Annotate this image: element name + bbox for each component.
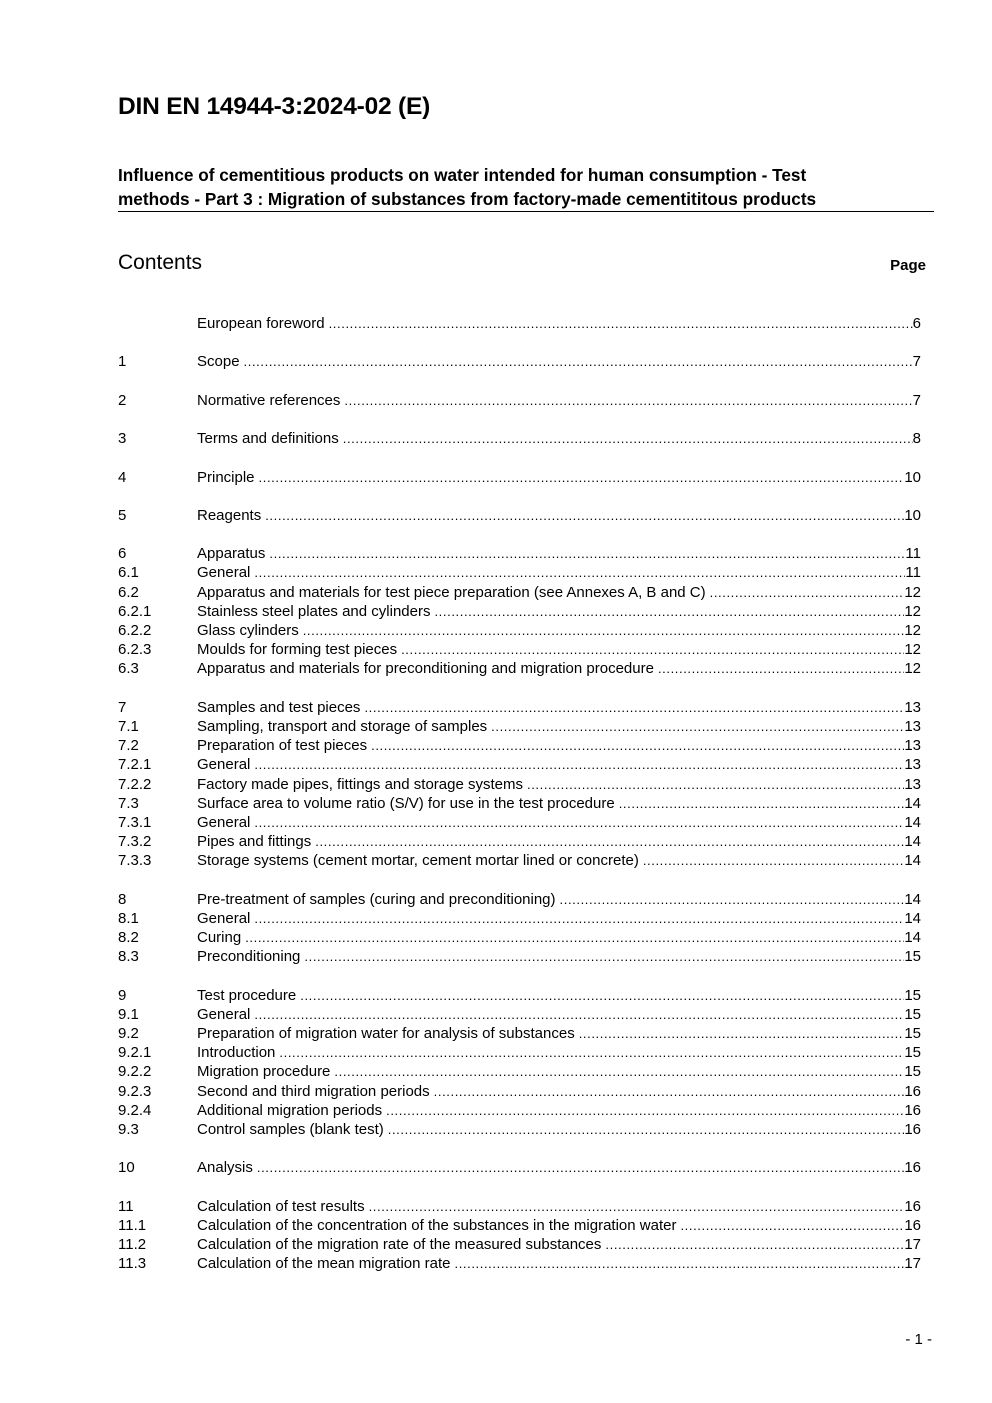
toc-entry[interactable] xyxy=(118,851,921,870)
toc-entry[interactable] xyxy=(118,909,921,928)
toc-dot-leader xyxy=(300,986,904,1005)
toc-entry-page: 12 xyxy=(904,660,921,678)
toc-dot-leader xyxy=(257,1158,904,1177)
toc-entry-title: Calculation of the migration rate of the measured substances xyxy=(197,1236,602,1253)
toc-entry[interactable] xyxy=(118,1254,921,1273)
toc-entry-page: 15 xyxy=(904,1024,921,1042)
toc-entry[interactable] xyxy=(118,314,921,333)
toc-entry[interactable] xyxy=(118,1158,921,1177)
toc-entry[interactable] xyxy=(118,563,921,582)
toc-entry-title: Factory made pipes, fittings and storage systems xyxy=(197,775,523,793)
toc-entry-page: 16 xyxy=(904,1216,921,1234)
toc-entry[interactable] xyxy=(118,928,921,947)
toc-entry-title: Surface area to volume ratio (S/V) for use in the test procedure xyxy=(197,794,615,812)
toc-entry-page: 15 xyxy=(904,986,921,1004)
toc-dot-leader xyxy=(454,1254,904,1273)
toc-entry-page: 16 xyxy=(904,1120,921,1138)
toc-dot-leader xyxy=(259,468,905,487)
toc-entry-page: 16 xyxy=(904,1197,921,1215)
toc-entry-number: 6.2.3 xyxy=(118,641,152,659)
toc-entry-title: Sampling, transport and storage of samples xyxy=(197,717,488,735)
toc-entry-title: Normative references xyxy=(197,391,341,409)
toc-entry-page: 13 xyxy=(904,737,921,755)
toc-entry-title: Storage systems (cement mortar, cement mortar lined or concrete) xyxy=(197,852,639,870)
toc-dot-leader xyxy=(619,794,905,813)
toc-entry[interactable] xyxy=(118,602,921,621)
toc-entry-title: Pre-treatment of samples (curing and preconditioning) xyxy=(197,890,556,908)
toc-entry-page: 14 xyxy=(904,909,921,927)
toc-dot-leader xyxy=(269,544,905,563)
toc-dot-leader xyxy=(680,1216,904,1235)
toc-entry[interactable] xyxy=(118,352,921,371)
toc-entry[interactable] xyxy=(118,698,921,717)
toc-entry-page: 10 xyxy=(904,468,921,486)
toc-entry-page: 8 xyxy=(912,430,921,448)
toc-entry[interactable] xyxy=(118,1024,921,1043)
toc-entry-page: 14 xyxy=(904,833,921,851)
toc-dot-leader xyxy=(527,775,904,794)
toc-entry-title: Second and third migration periods xyxy=(197,1082,430,1100)
toc-entry-number: 9.2.1 xyxy=(118,1044,152,1062)
toc-entry-title: Moulds for forming test pieces xyxy=(197,641,398,659)
toc-entry-title: Control samples (blank test) xyxy=(197,1120,384,1138)
toc-entry[interactable] xyxy=(118,890,921,909)
toc-entry[interactable] xyxy=(118,755,921,774)
toc-entry-title: Curing xyxy=(197,929,242,946)
toc-dot-leader xyxy=(304,947,904,966)
toc-entry-number: 7.3 xyxy=(118,794,139,812)
toc-entry[interactable] xyxy=(118,1062,921,1081)
toc-entry-number: 4 xyxy=(118,468,127,486)
toc-entry-title: Preconditioning xyxy=(197,948,301,966)
toc-entry-title: Additional migration periods xyxy=(197,1101,383,1119)
toc-entry-number: 7.3.1 xyxy=(118,813,152,831)
toc-entry-number: 7.1 xyxy=(118,717,139,735)
toc-entry-number: 6.2 xyxy=(118,583,139,601)
toc-dot-leader xyxy=(265,506,904,525)
toc-entry-page: 11 xyxy=(905,545,921,563)
toc-entry[interactable] xyxy=(118,468,921,487)
toc-entry-number: 8.2 xyxy=(118,929,139,946)
toc-entry-page: 15 xyxy=(904,948,921,966)
toc-entry-title: Apparatus and materials for test piece preparation (see Annexes A, B and C) xyxy=(197,583,706,601)
toc-entry-number: 10 xyxy=(118,1159,135,1177)
toc-dot-leader xyxy=(658,659,904,678)
toc-entry-number: 11.3 xyxy=(118,1255,147,1273)
document-subtitle xyxy=(118,163,934,212)
toc-entry-title: Calculation of the mean migration rate xyxy=(197,1255,451,1273)
toc-entry-number: 6.2.2 xyxy=(118,622,152,639)
toc-entry[interactable] xyxy=(118,1235,921,1254)
toc-entry-page: 16 xyxy=(904,1159,921,1177)
toc-dot-leader xyxy=(315,832,904,851)
toc-entry-title: Apparatus xyxy=(197,545,266,563)
toc-entry-number: 9.2.4 xyxy=(118,1101,152,1119)
toc-entry-number: 3 xyxy=(118,430,127,448)
toc-entry-number: 5 xyxy=(118,506,127,524)
toc-dot-leader xyxy=(329,314,913,333)
toc-dot-leader xyxy=(579,1024,905,1043)
toc-entry-page: 15 xyxy=(904,1063,921,1081)
toc-dot-leader xyxy=(254,909,904,928)
toc-entry-number: 8.1 xyxy=(118,909,139,927)
subtitle-line-1: Influence of cementitious products on water intended for human consumption - Test xyxy=(118,165,807,185)
toc-dot-leader xyxy=(710,583,905,602)
toc-dot-leader xyxy=(364,698,904,717)
toc-entry-page: 14 xyxy=(904,794,921,812)
toc-entry[interactable] xyxy=(118,832,921,851)
toc-dot-leader xyxy=(401,640,904,659)
toc-dot-leader xyxy=(434,602,904,621)
toc-dot-leader xyxy=(560,890,905,909)
toc-entry[interactable] xyxy=(118,659,921,678)
toc-entry[interactable] xyxy=(118,794,921,813)
toc-entry-number: 11.1 xyxy=(118,1216,147,1234)
toc-dot-leader xyxy=(343,429,913,448)
toc-entry-number: 7 xyxy=(118,698,127,716)
toc-entry[interactable] xyxy=(118,429,921,448)
toc-entry-number: 11.2 xyxy=(118,1236,147,1253)
toc-entry-title: Migration procedure xyxy=(197,1063,331,1081)
toc-entry-title: Test procedure xyxy=(197,986,297,1004)
toc-entry-title: Glass cylinders xyxy=(197,622,299,639)
toc-dot-leader xyxy=(371,736,904,755)
toc-entry-number: 9.1 xyxy=(118,1005,139,1023)
toc-dot-leader xyxy=(434,1082,905,1101)
toc-entry[interactable] xyxy=(118,1197,921,1216)
toc-entry[interactable] xyxy=(118,544,921,563)
toc-entry[interactable] xyxy=(118,391,921,410)
toc-entry-title: European foreword xyxy=(197,315,325,332)
table-of-contents xyxy=(118,314,921,1273)
toc-dot-leader xyxy=(643,851,904,870)
toc-entry-title: Samples and test pieces xyxy=(197,698,361,716)
toc-entry[interactable] xyxy=(118,717,921,736)
toc-entry-number: 9.2.3 xyxy=(118,1082,152,1100)
toc-entry-page: 16 xyxy=(904,1082,921,1100)
toc-entry-page: 17 xyxy=(904,1255,921,1273)
toc-entry-number: 8 xyxy=(118,890,127,908)
toc-dot-leader xyxy=(344,391,912,410)
toc-entry-title: Calculation of the concentration of the substances in the migration water xyxy=(197,1216,677,1234)
contents-heading: Contents xyxy=(118,251,203,274)
toc-entry-title: Calculation of test results xyxy=(197,1197,365,1215)
toc-dot-leader xyxy=(334,1062,904,1081)
toc-dot-leader xyxy=(244,352,913,371)
toc-entry-title: Pipes and fittings xyxy=(197,833,312,851)
toc-entry-number: 9 xyxy=(118,986,127,1004)
toc-entry-number: 2 xyxy=(118,391,127,409)
toc-entry-title: Preparation of migration water for analysis of substances xyxy=(197,1024,575,1042)
toc-entry-page: 14 xyxy=(904,852,921,870)
toc-entry-number: 7.2.2 xyxy=(118,775,152,793)
toc-dot-leader xyxy=(491,717,904,736)
toc-dot-leader xyxy=(279,1043,904,1062)
toc-entry-page: 7 xyxy=(912,391,921,409)
toc-entry-title: General xyxy=(197,756,251,774)
toc-entry-page: 14 xyxy=(904,813,921,831)
toc-entry-page: 7 xyxy=(912,353,921,371)
toc-entry-number: 9.2.2 xyxy=(118,1063,152,1081)
toc-entry[interactable] xyxy=(118,1216,921,1235)
toc-dot-leader xyxy=(388,1120,905,1139)
toc-entry-page: 13 xyxy=(904,698,921,716)
toc-entry-page: 12 xyxy=(904,602,921,620)
toc-dot-leader xyxy=(245,928,904,947)
toc-dot-leader xyxy=(254,755,904,774)
subtitle-line-2: methods - Part 3 : Migration of substances from factory-made cementititous products xyxy=(118,189,817,209)
toc-dot-leader xyxy=(605,1235,904,1254)
page-column-label: Page xyxy=(890,257,926,274)
page-number: - 1 - xyxy=(905,1331,932,1348)
toc-entry-title: Introduction xyxy=(197,1044,276,1062)
toc-dot-leader xyxy=(303,621,905,640)
toc-entry-page: 12 xyxy=(904,583,921,601)
toc-entry-page: 12 xyxy=(904,641,921,659)
toc-entry-title: Apparatus and materials for preconditioning and migration procedure xyxy=(197,660,654,678)
toc-entry[interactable] xyxy=(118,640,921,659)
toc-entry[interactable] xyxy=(118,1082,921,1101)
toc-entry[interactable] xyxy=(118,1043,921,1062)
toc-entry-title: General xyxy=(197,813,251,831)
toc-entry-page: 14 xyxy=(904,929,921,946)
toc-dot-leader xyxy=(386,1101,904,1120)
toc-entry-page: 15 xyxy=(904,1005,921,1023)
toc-entry[interactable] xyxy=(118,1005,921,1024)
toc-entry-page: 13 xyxy=(904,717,921,735)
toc-entry-number: 7.2 xyxy=(118,737,139,755)
toc-entry-number: 9.2 xyxy=(118,1024,139,1042)
toc-entry-title: Scope xyxy=(197,353,240,371)
toc-dot-leader xyxy=(254,1005,904,1024)
toc-entry-page: 14 xyxy=(904,890,921,908)
toc-entry[interactable] xyxy=(118,986,921,1005)
toc-entry-page: 13 xyxy=(904,775,921,793)
toc-entry-title: General xyxy=(197,1005,251,1023)
toc-entry-title: Terms and definitions xyxy=(197,430,339,448)
toc-entry[interactable] xyxy=(118,1101,921,1120)
toc-entry[interactable] xyxy=(118,583,921,602)
toc-entry[interactable] xyxy=(118,621,921,640)
toc-dot-leader xyxy=(254,813,904,832)
toc-entry-title: Reagents xyxy=(197,506,262,524)
toc-entry-number: 9.3 xyxy=(118,1120,139,1138)
document-title: DIN EN 14944-3:2024-02 (E) xyxy=(118,93,431,120)
toc-entry-number: 6.1 xyxy=(118,564,139,582)
toc-entry-number: 6 xyxy=(118,545,127,563)
toc-entry-page: 17 xyxy=(904,1236,921,1253)
toc-entry-title: Preparation of test pieces xyxy=(197,737,368,755)
toc-entry-number: 1 xyxy=(118,353,127,371)
toc-entry-number: 7.2.1 xyxy=(118,756,152,774)
toc-entry-page: 6 xyxy=(912,315,921,332)
toc-dot-leader xyxy=(369,1197,905,1216)
toc-entry-page: 15 xyxy=(904,1044,921,1062)
toc-entry-page: 10 xyxy=(904,506,921,524)
toc-entry[interactable] xyxy=(118,813,921,832)
toc-entry-title: Stainless steel plates and cylinders xyxy=(197,602,431,620)
toc-entry[interactable] xyxy=(118,775,921,794)
toc-dot-leader xyxy=(254,563,905,582)
toc-entry-page: 12 xyxy=(904,622,921,639)
toc-entry[interactable] xyxy=(118,506,921,525)
toc-entry[interactable] xyxy=(118,1120,921,1139)
toc-entry-number: 8.3 xyxy=(118,948,139,966)
toc-entry-number: 6.3 xyxy=(118,660,139,678)
toc-entry-title: General xyxy=(197,564,251,582)
toc-entry-number: 6.2.1 xyxy=(118,602,152,620)
toc-entry-page: 11 xyxy=(905,564,921,582)
toc-entry-title: Analysis xyxy=(197,1159,253,1177)
toc-entry-number: 11 xyxy=(118,1197,134,1215)
toc-entry-page: 13 xyxy=(904,756,921,774)
toc-entry-title: Principle xyxy=(197,468,255,486)
toc-entry[interactable] xyxy=(118,736,921,755)
toc-entry-number: 7.3.3 xyxy=(118,852,152,870)
toc-entry-title: General xyxy=(197,909,251,927)
toc-entry-number: 7.3.2 xyxy=(118,833,152,851)
toc-entry[interactable] xyxy=(118,947,921,966)
toc-entry-page: 16 xyxy=(904,1101,921,1119)
